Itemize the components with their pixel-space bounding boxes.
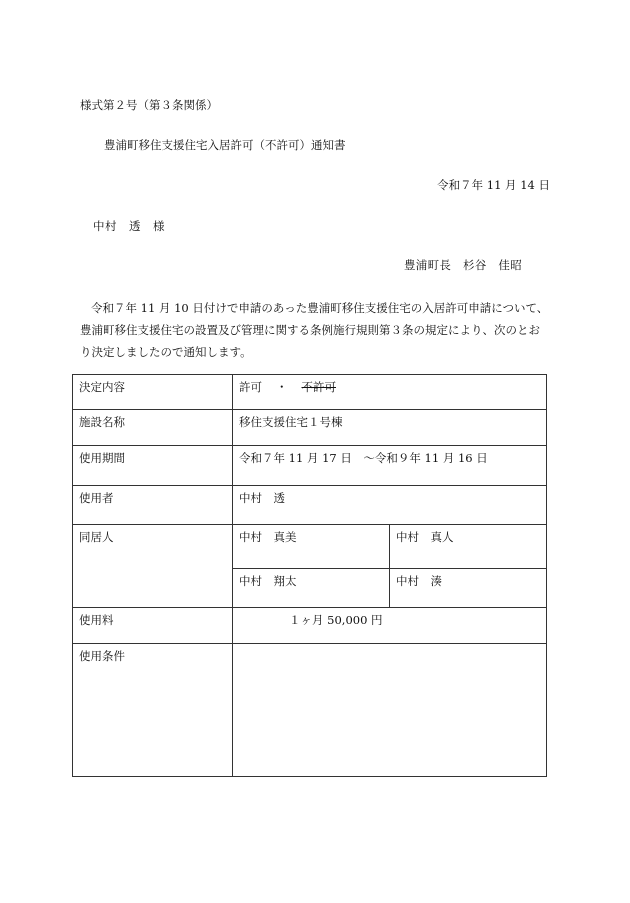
body-line-1: 令和７年 11 月 10 日付けで申請のあった豊浦町移住支援住宅の入居許可申請について、 (91, 301, 549, 315)
body-line-2: 豊浦町移住支援住宅の設置及び管理に関する条例施行規則第３条の規定により、次のとお (80, 323, 540, 337)
cohabitant-name: 中村 真美 (233, 525, 390, 569)
cohabitant-name: 中村 湊 (390, 569, 547, 608)
decision-value (233, 375, 547, 410)
conditions-value (233, 644, 547, 777)
issue-date: 令和７年 11 月 14 日 (437, 178, 550, 192)
cohabitants-label: 同居人 (73, 525, 233, 608)
cohabitant-name: 中村 翔太 (233, 569, 390, 608)
facility-row (73, 410, 547, 446)
details-table (72, 374, 547, 777)
user-label: 使用者 (73, 486, 233, 525)
fee-value: １ヶ月 50,000 円 (289, 613, 383, 627)
decision-label: 決定内容 (73, 375, 233, 410)
cohabitant-row-1 (73, 525, 547, 569)
issuer-name: 豊浦町長 杉谷 佳昭 (404, 258, 522, 272)
period-row (73, 446, 547, 486)
conditions-row (73, 644, 547, 777)
decision-deny: 不許可 (301, 380, 336, 394)
decision-row (73, 375, 547, 410)
notice-body (80, 297, 550, 363)
period-value: 令和７年 11 月 17 日 ～令和９年 11 月 16 日 (233, 446, 547, 486)
cohabitant-name: 中村 真人 (390, 525, 547, 569)
fee-cell (233, 608, 547, 644)
decision-permit: 許可 (239, 380, 262, 394)
decision-separator: ・ (276, 380, 288, 394)
body-line-3: り決定しましたので通知します。 (80, 345, 252, 359)
document-title: 豊浦町移住支援住宅入居許可（不許可）通知書 (104, 138, 346, 152)
user-row (73, 486, 547, 525)
facility-value: 移住支援住宅１号棟 (233, 410, 547, 446)
fee-label: 使用料 (73, 608, 233, 644)
period-label: 使用期間 (73, 446, 233, 486)
user-value: 中村 透 (233, 486, 547, 525)
recipient-name: 中村 透 様 (93, 219, 165, 233)
fee-row (73, 608, 547, 644)
form-number: 様式第２号（第３条関係） (80, 98, 218, 112)
facility-label: 施設名称 (73, 410, 233, 446)
conditions-label: 使用条件 (73, 644, 233, 777)
